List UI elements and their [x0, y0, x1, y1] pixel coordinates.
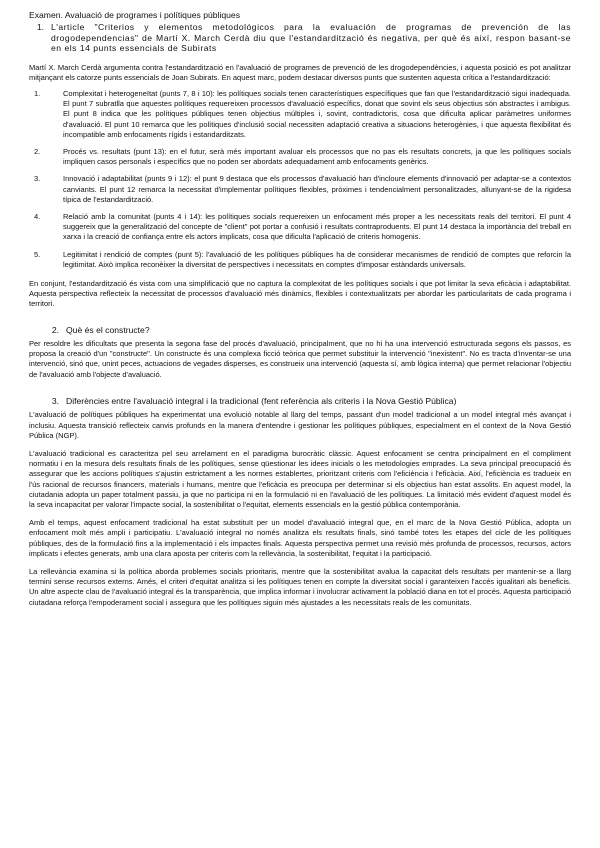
- document-title: Examen. Avaluació de programes i polítiques públiques: [29, 10, 240, 20]
- list-item-text: Complexitat i heterogeneïtat (punts 7, 8 i 10): les polítiques socials tenen característiques específiques que fan que l'estandardització sigui inadequada. El punt 7 subratlla que aquestes polítiques requereixen processos d'avaluació específics, donat que sovint els seus objectius són abstractes i ambigus. El punt 8 indica que les polítiques públiques tenen objectius múltiples i, sovint, contradictoris, cosa que dificulta aplicar paràmetres uniformes d'avaluació. El punt 10 remarca que les polítiques d'inclusió social necessiten adaptació creativa a situacions heterogènies, i que aquesta flexibilitat és incompatible amb enfocaments rígids i estandarditzats.: [63, 88, 571, 139]
- list-item: [29, 212, 571, 243]
- question-3-paragraph: Amb el temps, aquest enfocament tradicional ha estat substituït per un model d'avaluació integral que, en el marc de la Nova Gestió Pública, adopta un enfocament molt més ampli i participatiu. L'avaluació integral no només analitza els resultats finals, sinó també totes les etapes del cicle de les polítiques públiques, des de la formulació fins a la implementació i els impactes finals. Aquesta perspectiva permet una revisió més profunda de processos, recursos, actors implicats i efectes generats, amb una clara aposta per criteris com la rellevància, la sostenibilitat, l'equitat i la participació.: [29, 518, 571, 558]
- question-2-number: 2.: [51, 324, 59, 335]
- question-1: [29, 22, 571, 54]
- intro-paragraph: Martí X. March Cerdà argumenta contra l'estandardització en l'avaluació de programes de prevenció de les drogodependències, i aquesta posició es pot analitzar mitjançant els catorze punts essencials de Joan Subirats. En aquest marc, podem destacar diversos punts que sustenten aquesta crítica a l'estandardització:: [29, 62, 571, 82]
- list-item-number: 2.: [34, 146, 41, 156]
- conclusion-paragraph: En conjunt, l'estandardització és vista com una simplificació que no captura la complexitat de les polítiques socials i que pot limitar la seva eficàcia i adaptabilitat. Aquesta perspectiva reflecteix la necessitat de processos d'avaluació més dinàmics, flexibles i contextualitzats per abordar les particularitats de cada programa i territori.: [29, 278, 571, 309]
- list-item: [29, 89, 571, 140]
- question-3: [29, 396, 571, 407]
- question-3-text: Diferències entre l'avaluació integral i la tradicional (fent referència als criteris i la Nova Gestió Pública): [66, 395, 457, 406]
- question-3-number: 3.: [51, 395, 59, 406]
- list-item-text: Innovació i adaptabilitat (punts 9 i 12): el punt 9 destaca que els processos d'avaluació han d'incloure elements d'innovació per adaptar-se a contextos canviants. El punt 12 remarca la necessitat d'implementar polítiques flexibles, pròximes i tendencialment personalitzades, allunyant-se de la rigidesa típica de l'estandardització.: [63, 174, 571, 204]
- question-3-paragraph: L'avaluació tradicional es caracteritza pel seu arrelament en el paradigma burocràtic clàssic. Aquest enfocament se centra principalment en el compliment normatiu i en la mesura dels resultats finals de les polítiques, sense qüestionar les idees inicials o les metodologies emprades. La seva principal preocupació és assegurar que les accions polítiques s'ajustin estrictament a les normes establertes, prioritzant criteris com l'eficiència i l'eficàcia. Així, l'eficiència es tradueix en l'ús racional de recursos financers, materials i humans, mentre que l'eficàcia es preocupa per determinar si els objectius han estat assolits. En aquest model, la ciutadania adopta un paper totalment passiu, ja que no participa ni en la formulació ni en l'avaluació de les polítiques. La limitació més evident d'aquest model és la seva incapacitat per valorar l'impacte social, la sostenibilitat o l'equitat, elements essencials en la gestió pública contemporània.: [29, 448, 571, 509]
- question-2-text: Què és el constructe?: [66, 324, 150, 335]
- question-3-paragraph: La rellevància examina si la política aborda problemes socials prioritaris, mentre que la sostenibilitat avalua la capacitat dels resultats per mantenir-se a llarg termini sense recursos externs. Amés, el criteri d'equitat analitza si les polítiques tenen en compte la diversitat social i garanteixen l'accés igualitari als beneficis. Un altre aspecte clau de l'avaluació integral és la transparència, que implica informar i involucrar activament la població diana en tot el procés. Aquesta participació ciutadana reforça l'empoderament social i assegura que les polítiques siguin més ajustades a les necessitats reals de les comunitats.: [29, 567, 571, 607]
- question-1-number: 1.: [36, 22, 44, 32]
- list-item-number: 3.: [34, 174, 41, 184]
- list-item-text: Relació amb la comunitat (punts 4 i 14): les polítiques socials requereixen un enfocament més proper a les necessitats reals del territori. El punt 4 suggereix que la generalització del concepte de "client" pot portar a confusió i resultats contraproduents. El punt 14 destaca la importància del treball en xarxa i la creació de confiança entre els actors implicats, cosa que dificulta l'aplicació de criteris homogenis.: [63, 211, 571, 242]
- points-list: [29, 89, 571, 270]
- document-page: [29, 10, 571, 608]
- list-item-number: 5.: [34, 249, 41, 259]
- list-item: [29, 250, 571, 270]
- list-item-text: Legitimitat i rendició de comptes (punt 5): l'avaluació de les polítiques públiques ha de considerar mecanismes de rendició de comptes que reforcin la legitimitat. Això implica reconèixer la diversitat de perspectives i necessitats en comptes d'imposar estàndards universals.: [63, 249, 571, 269]
- list-item: [29, 174, 571, 205]
- list-item-text: Procés vs. resultats (punt 13): en el futur, serà més important avaluar els processos que no pas els resultats concrets, ja que les polítiques socials impliquen casos personals i específics que no poden ser abordats adequadament amb enfocaments genèrics.: [63, 146, 571, 167]
- question-2: [29, 325, 571, 336]
- list-item-number: 1.: [34, 88, 41, 98]
- list-item: [29, 147, 571, 167]
- question-3-paragraph: L'avaluació de polítiques públiques ha experimentat una evolució notable al llarg del temps, passant d'un model tradicional a un model integral més avançat i inclusiu. Aquesta transició reflecteix canvis profunds en la manera d'entendre i gestionar les polítiques públiques, especialment en el context de la Nova Gestió Pública (NGP).: [29, 410, 571, 440]
- question-2-answer: Per resoldre les dificultats que presenta la segona fase del procés d'avaluació, principalment, que no hi ha una intervenció estructurada segons els passos, es proposa la creació d'un "constructe". Un constructe és una complexa ficció teòrica que permet substituir la intervenció "inexistent". No es tracta d'inventar-se una intervenció, sinó que, unint peces, actuacions de vegades disperses, es construeix una intervenció (aquesta sí, amb lògica interna) que permet relacionar l'objectiu de l'avaluació amb l'objecte d'avaluació.: [29, 339, 571, 379]
- question-1-text: L'article "Criterios y elementos metodológicos para la evaluación de programas de prevención de las drogodependencias" de Martí X. March Cerdà diu que l'estandardització és negativa, per què és així, respon basant-se en els 14 punts essencials de Subirats: [51, 22, 571, 53]
- list-item-number: 4.: [34, 211, 41, 221]
